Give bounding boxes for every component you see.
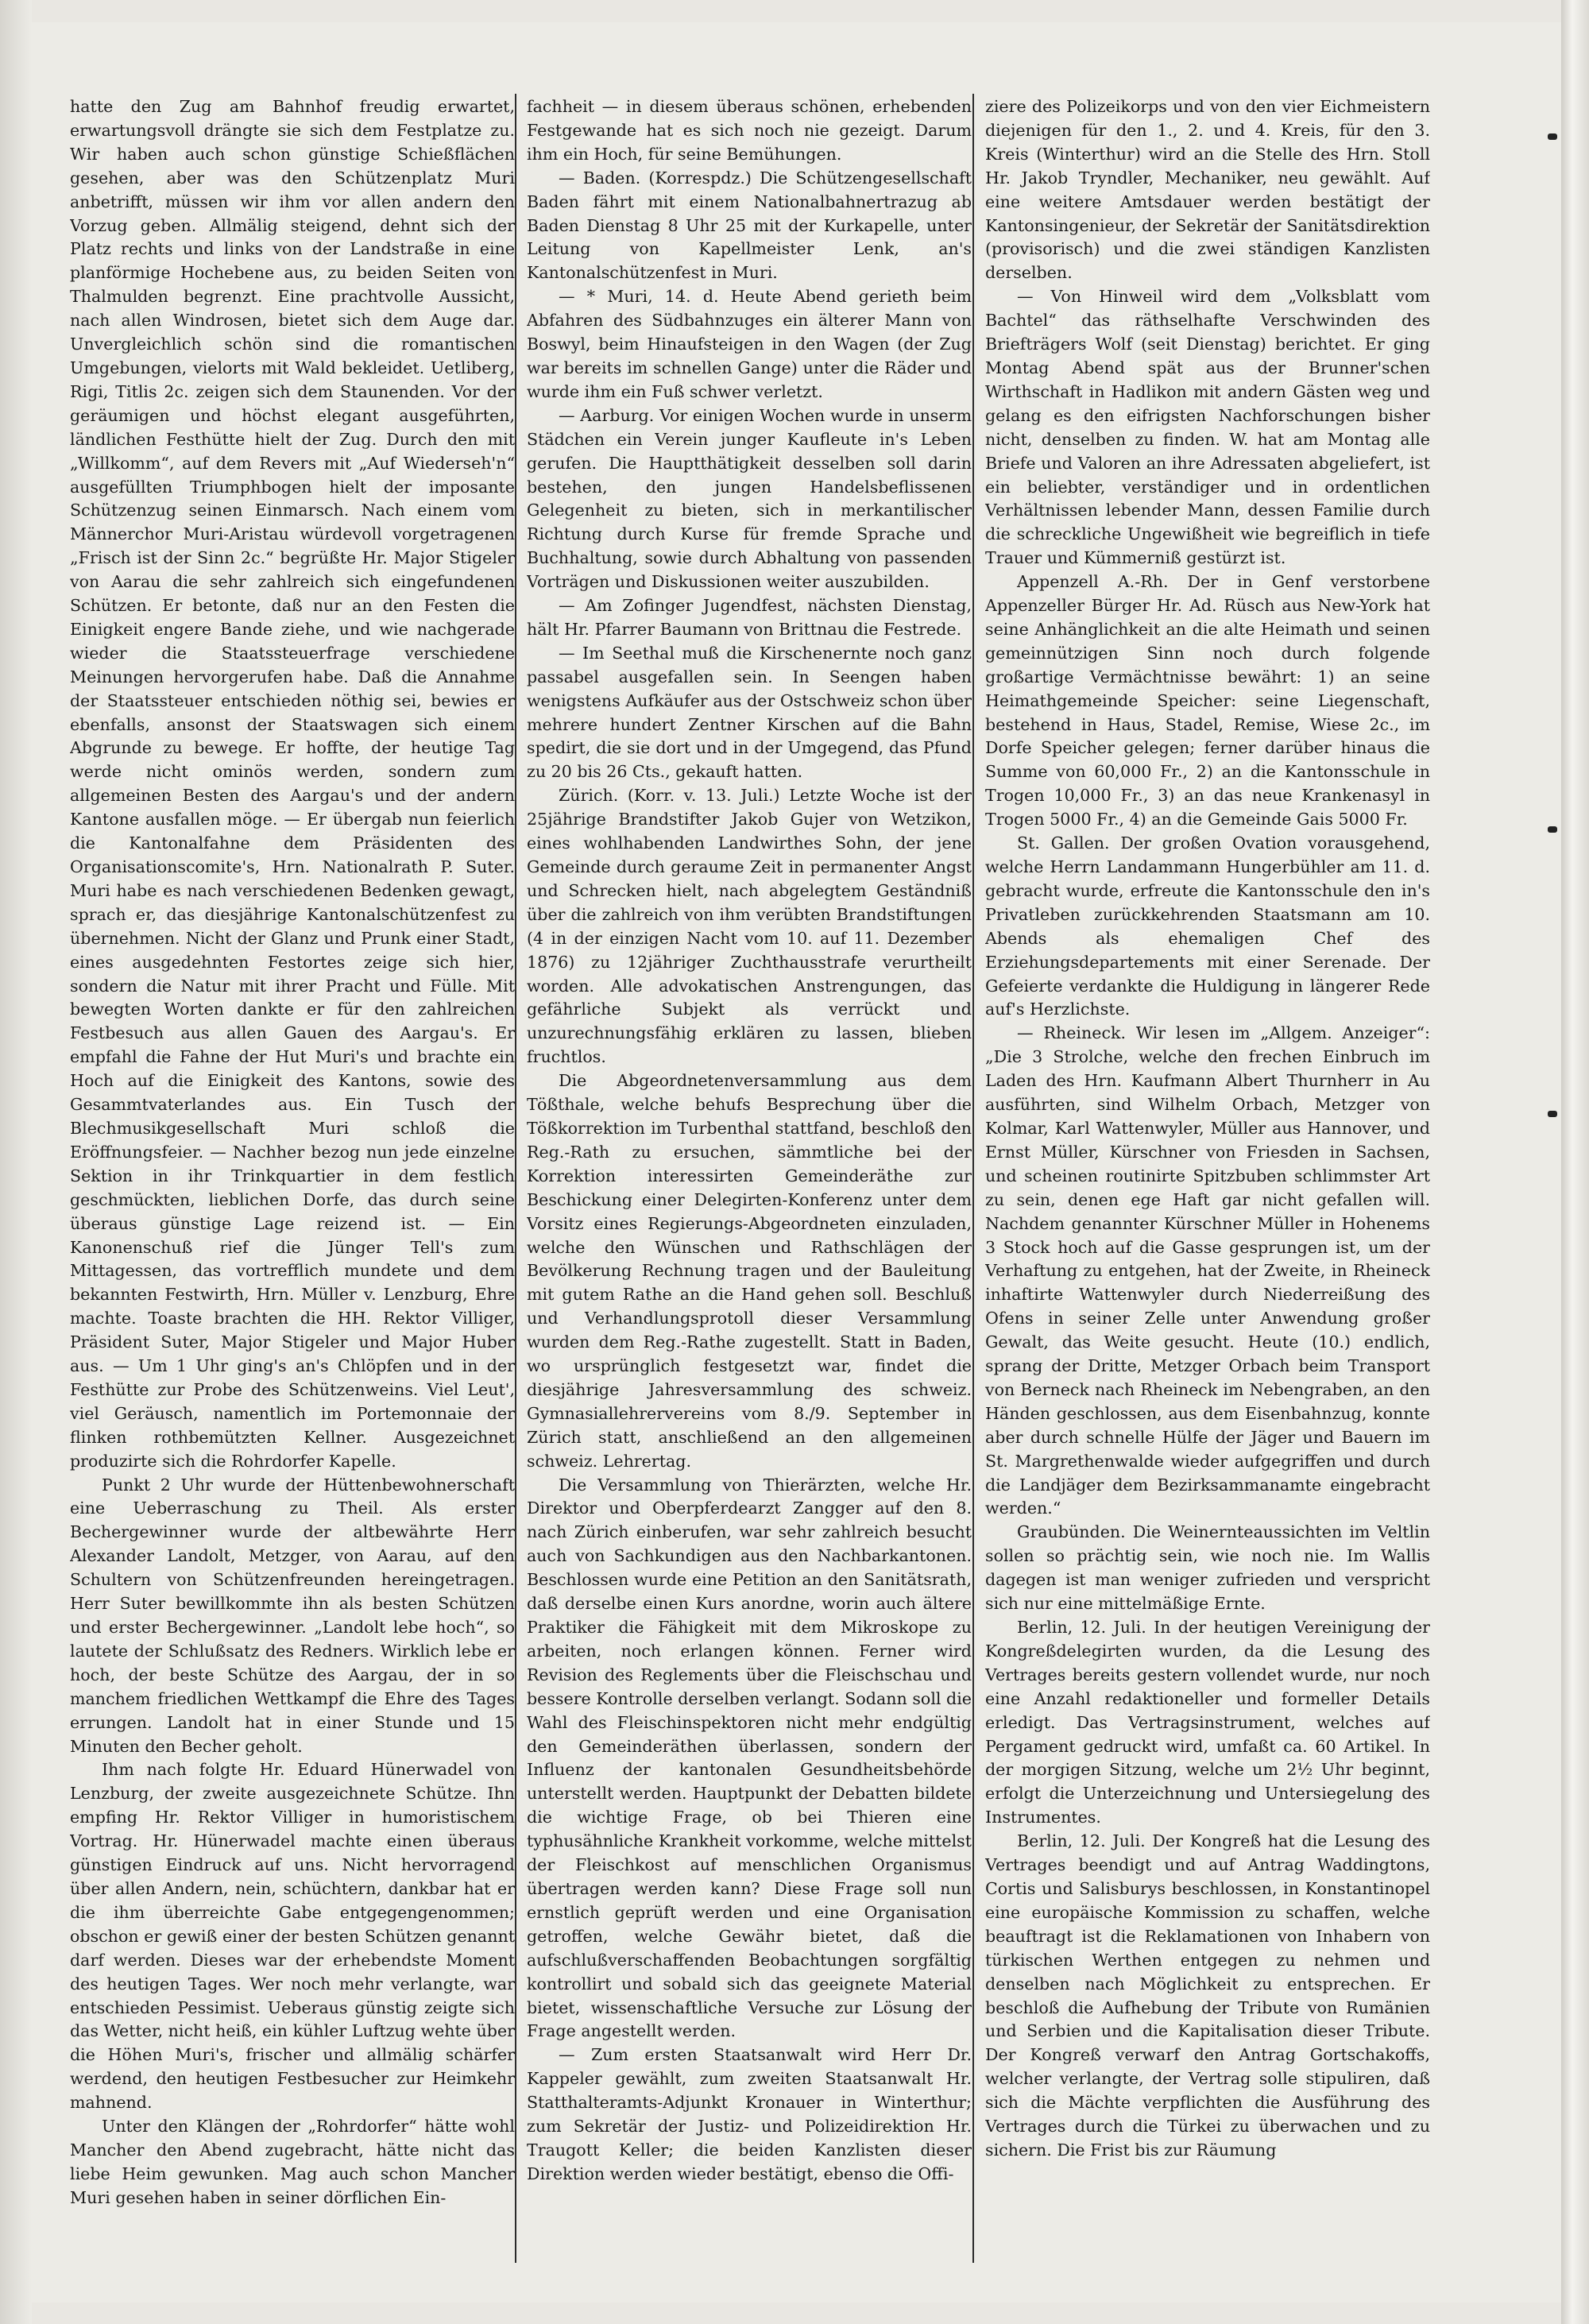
text-column-2 (527, 95, 972, 2260)
page-right-edge (1561, 0, 1589, 2324)
article-paragraph: Ihm nach folgte Hr. Eduard Hünerwadel von Lenzburg, der zweite ausgezeichnete Schütze. Ihn empfing Hr. Rektor Villiger in humoristischem Vortrag. Hr. Hünerwadel machte einen überaus günstigen Eindruck auf uns. Nicht hervorragend über allen Andern, nein, schüchtern, dankbar hat er die ihm überreichte Gabe entgegengenommen; obschon er gewiß einer der besten Schützen genannt darf werden. Dieses war der erhebendste Moment des heutigen Tages. Wer noch mehr verlangte, war entschieden Pessimist. Ueberaus günstig zeigte sich das Wetter, nicht heiß, ein kühler Luftzug wehte über die Höhen Muri's, frischer und allmälig schärfer werdend, den heutigen Festbesucher zur Heimkehr mahnend. (70, 1760, 515, 2113)
news-item-seethal: — Im Seethal muß die Kirschenernte noch ganz passabel ausgefallen sein. In Seengen haben wenigstens Aufkäufer aus der Ostschweiz schon über mehrere hundert Zentner Kirschen auf die Bahn spedirt, die sie dort und in der Umgegend, das Pfund zu 20 bis 26 Cts., gekauft hatten. (527, 643, 972, 782)
news-item-muri: — * Muri, 14. d. Heute Abend gerieth beim Abfahren des Südbahnzuges ein älterer Mann von Boswyl, beim Hinaufsteigen in den Wagen (der Zug war bereits im schnellen Gange) unter die Räder und wurde ihm ein Fuß schwer verletzt. (527, 287, 972, 401)
news-item-appenzell: Appenzell A.-Rh. Der in Genf verstorbene Appenzeller Bürger Hr. Ad. Rüsch aus New-York hat seine Anhänglichkeit an die alte Heimath und seinen gemeinnützigen Sinn noch durch folgende großartige Vermächtnisse bewährt: 1) an seine Heimathgemeinde Speicher: seine Liegenschaft, bestehend in Haus, Stadel, Remise, Wiese 2c., im Dorfe Speicher gelegen; ferner darüber hinaus die Summe von 60,000 Fr., 2) an die Kantonsschule in Trogen 10,000 Fr., 3) an das neue Krankenasyl in Trogen 5000 Fr., 4) an die Gemeinde Gais 5000 Fr. (985, 572, 1430, 829)
column-divider (515, 94, 516, 2263)
news-item-berlin: Berlin, 12. Juli. In der heutigen Vereinigung der Kongreßdelegirten wurden, da die Lesung des Vertrages bereits gestern vollendet wurde, nur noch eine Anzahl redaktioneller und formeller Details erledigt. Das Vertragsinstrument, welches auf Pergament gedruckt wird, umfaßt ca. 60 Artikel. In der morgigen Sitzung, welche um 2½ Uhr beginnt, erfolgt die Unterzeichnung und Untersiegelung des Instrumentes. (985, 1618, 1430, 1827)
article-paragraph: fachheit — in diesem überaus schönen, erhebenden Festgewande hat es sich noch nie gezeigt. Darum ihm ein Hoch, für seine Bemühungen. (527, 97, 972, 164)
news-item-st-gallen: St. Gallen. Der großen Ovation vorausgehend, welche Herrn Landammann Hungerbühler am 11. d. gebracht wurde, erfreute die Kantonsschule den in's Privatleben zurückkehrenden Staatsmann am 10. Abends als ehemaligen Chef des Erziehungsdepartements mit einer Serenade. Der Gefeierte verdankte die Huldigung in längerer Rede auf's Herzlichste. (985, 833, 1430, 1019)
news-item-hinweil: — Von Hinweil wird dem „Volksblatt vom Bachtel“ das räthselhafte Verschwinden des Briefträgers Wolf (seit Dienstag) berichtet. Er ging Montag Abend spät aus der Brunner'schen Wirthschaft in Hadlikon mit andern Gästen weg und gelang es den eifrigsten Nachforschungen bisher nicht, denselben zu finden. W. hat am Montag alle Briefe und Valoren an ihre Adressaten abgeliefert, ist ein beliebter, verständiger und in ordentlichen Verhältnissen lebender Mann, dessen Familie durch die schreckliche Ungewißheit wie begreiflich in tiefe Trauer und Kümmerniß gestürzt ist. (985, 287, 1430, 568)
margin-mark (1548, 826, 1557, 833)
page-left-margin (0, 0, 32, 2324)
article-paragraph: Die Abgeordnetenversammlung aus dem Tößthale, welche behufs Besprechung über die Tößkorrektion im Turbenthal stattfand, beschloß den Reg.-Rath zu ersuchen, sämmtliche bei der Korrektion interessirten Gemeinderäthe zur Beschickung einer Delegirten-Konferenz unter dem Vorsitz eines Regierungs-Abgeordneten einzuladen, welche den Wünschen und Rathschlägen der Bevölkerung Rechnung tragen und der Bauleitung mit gutem Rathe an die Hand gehen soll. Beschluß und Verhandlungsprotoll dieser Versammlung wurden dem Reg.-Rathe zugestellt. Statt in Baden, wo ursprünglich festgesetzt war, findet die diesjährige Jahresversammlung des schweiz. Gymnasiallehrervereins vom 8./9. September in Zürich statt, anschließend an den allgemeinen schweiz. Lehrertag. (527, 1071, 972, 1471)
margin-mark (1548, 133, 1557, 140)
text-column-3 (985, 95, 1430, 2260)
article-paragraph: ziere des Polizeikorps und von den vier Eichmeistern diejenigen für den 1., 2. und 4. Kreis, für den 3. Kreis (Winterthur) wird an die Stelle des Hrn. Stoll Hr. Jakob Tryndler, Mechaniker, neu gewählt. Auf eine weitere Amtsdauer werden bestätigt der Kantonsingenieur, der Sekretär der Sanitätsdirektion (provisorisch) und die zwei ständigen Kanzlisten derselben. (985, 97, 1430, 283)
margin-mark (1548, 1111, 1557, 1117)
news-item-graubuenden: Graubünden. Die Weinernteaussichten im Veltlin sollen so prächtig sein, wie noch nie. Im Wallis dagegen ist man weniger zufrieden und verspricht sich nur eine mittelmäßige Ernte. (985, 1522, 1430, 1614)
article-paragraph: Die Versammlung von Thierärzten, welche Hr. Direktor und Oberpferdearzt Zangger auf den 8. nach Zürich einberufen, war sehr zahlreich besucht auch von Sachkundigen aus den Nachbarkantonen. Beschlossen wurde eine Petition an den Sanitätsrath, daß derselbe einen Kurs anordne, worin auch ältere Praktiker die Fähigkeit mit dem Mikroskope zu arbeiten, noch erlangen können. Ferner wird Revision des Reglements über die Fleischschau und bessere Kontrolle derselben verlangt. Sodann soll die Wahl des Fleischinspektoren nicht mehr endgültig den Gemeinderäthen überlassen, sondern der Influenz der kantonalen Gesundheitsbehörde unterstellt werden. Hauptpunkt der Debatten bildete die wichtige Frage, ob bei Thieren eine typhusähnliche Krankheit vorkomme, welche mittelst der Fleischkost auf menschlichen Organismus übertragen werden kann? Diese Frage soll nun ernstlich geprüft werden und eine Organisation getroffen, welche Gewähr bietet, daß die aufschlußverschaffenden Beobachtungen sorgfältig kontrollirt und sobald sich das geeignete Material bietet, wissenschaftliche Versuche zur Lösung der Frage angestellt werden. (527, 1475, 972, 2041)
news-item-baden: — Baden. (Korrespdz.) Die Schützengesellschaft Baden fährt mit einem Nationalbahnertrazug ab Baden Dienstag 8 Uhr 25 mit der Kurkapelle, unter Leitung von Kapellmeister Lenk, an's Kantonalschützenfest in Muri. (527, 168, 972, 283)
news-item-rheineck: — Rheineck. Wir lesen im „Allgem. Anzeiger“: „Die 3 Strolche, welche den frechen Einbruch im Laden des Hrn. Kaufmann Albert Thurnherr in Au ausführten, sind Wilhelm Orbach, Metzger von Kolmar, Karl Wattenwyler, Müller aus Hannover, und Ernst Müller, Kürschner von Friesden in Sachsen, und scheinen routinirte Spitzbuben schlimmster Art zu sein, denen ege Haft gar nicht gefallen will. Nachdem genannter Kürschner Müller in Hohenems 3 Stock hoch auf die Gasse gesprungen ist, um der Verhaftung zu entgehen, hat der Zweite, in Rheineck inhaftirte Wattenwyler durch Niederreißung des Ofens in seiner Zelle unter Anwendung großer Gewalt, das Weite gesucht. Heute (10.) endlich, sprang der Dritte, Metzger Orbach beim Transport von Berneck nach Rheineck im Nebengraben, an den Händen geschlossen, aus dem Eisenbahnzug, konnte aber durch schnelle Hülfe der Jäger und Bauern im St. Margrethenwalde wieder aufgegriffen und durch die Landjäger dem Bezirksammanamte eingebracht werden.“ (985, 1023, 1430, 1518)
news-item-zofingen: — Am Zofinger Jugendfest, nächsten Dienstag, hält Hr. Pfarrer Baumann von Brittnau die Festrede. (527, 596, 972, 639)
article-paragraph: — Zum ersten Staatsanwalt wird Herr Dr. Kappeler gewählt, zum zweiten Staatsanwalt Hr. Statthalteramts-Adjunkt Kronauer in Winterthur; zum Sekretär der Justiz- und Polizeidirektion Hr. Traugott Keller; die beiden Kanzlisten dieser Direktion werden wieder bestätigt, ebenso die Offi- (527, 2045, 972, 2183)
news-item-berlin: Berlin, 12. Juli. Der Kongreß hat die Lesung des Vertrages beendigt und auf Antrag Waddingtons, Cortis und Salisburys beschlossen, in Konstantinopel eine europäische Kommission zu schaffen, welche beauftragt ist die Reklamationen von Inhabern von türkischen Werthen entgegen zu nehmen und denselben nach Möglichkeit zu entsprechen. Er beschloß die Aufhebung der Tribute von Rumänien und Serbien und die Kapitalisation dieser Tribute. Der Kongreß verwarf den Antrag Gortschakoffs, welcher verlangte, der Vertrag solle stipuliren, daß sich die Mächte verpflichten die Ausführung des Vertrages durch die Türkei zu überwachen und zu sichern. Die Frist bis zur Räumung (985, 1831, 1430, 2160)
article-paragraph: hatte den Zug am Bahnhof freudig erwartet, erwartungsvoll drängte sie sich dem Festplatze zu. Wir haben auch schon günstige Schießflächen gesehen, aber was den Schützenplatz Muri anbetrifft, müssen wir ihm vor allen andern den Vorzug geben. Allmälig steigend, dehnt sich der Platz rechts und links von der Landstraße in eine planförmige Hochebene aus, zu beiden Seiten von Thalmulden begrenzt. Eine prachtvolle Aussicht, nach allen Windrosen, bietet sich dem Auge dar. Unvergleichlich schön sind die romantischen Umgebungen, vielorts mit Wald bekleidet. Uetliberg, Rigi, Titlis 2c. zeigen sich dem Staunenden. Vor der geräumigen und höchst elegant ausgeführten, ländlichen Festhütte hielt der Zug. Durch den mit „Willkomm“, auf dem Revers mit „Auf Wiederseh'n“ ausgefüllten Triumphbogen hielt der imposante Schützenzug seinen Einmarsch. Nach einem vom Männerchor Muri-Aristau würdevoll vorgetragenen „Frisch ist der Sinn 2c.“ begrüßte Hr. Major Stigeler von Aarau die sehr zahlreich sich eingefundenen Schützen. Er betonte, daß nur an den Festen die Einigkeit engere Bande ziehe, und wie nachgerade wieder die Staatssteuerfrage verschiedene Meinungen hervorgerufen habe. Daß die Annahme der Staatssteuer entschieden nöthig sei, bewies er ebenfalls, ansonst der Staatswagen sich einem Abgrunde zu bewege. Er hoffte, der heutige Tag werde nicht ominös werden, sondern zum allgemeinen Besten des Aargau's und der andern Kantone ausfallen möge. — Er übergab nun feierlich die Kantonalfahne dem Präsidenten des Organisationscomite's, Hrn. Nationalrath P. Suter. Muri habe es nach verschiedenen Bedenken gewagt, sprach er, das diesjährige Kantonalschützenfest zu übernehmen. Nicht der Glanz und Prunk einer Stadt, eines ausgedehnten Festortes zeige sich hier, sondern die Natur mit ihrer Pracht und Fülle. Mit bewegten Worten dankte er für den zahlreichen Festbesuch aus allen Gauen des Aargau's. Er empfahl die Fahne der Hut Muri's und brachte ein Hoch auf die Einigkeit des Kantons, sowie des Gesammtvaterlandes aus. Ein Tusch der Blechmusikgesellschaft Muri schloß die Eröffnungsfeier. — Nachher bezog nun jede einzelne Sektion in ihr Trinkquartier in dem festlich geschmückten, lieblichen Dorfe, das durch seine überaus günstige Lage reizend ist. — Ein Kanonenschuß rief die Jünger Tell's zum Mittagessen, das vortrefflich mundete und dem bekannten Festwirth, Hrn. Müller v. Lenzburg, Ehre machte. Toaste brachten die HH. Rektor Villiger, Präsident Suter, Major Stigeler und Major Huber aus. — Um 1 Uhr ging's an's Chlöpfen und in der Festhütte zur Probe des Schützenweins. Viel Leut', viel Geräusch, namentlich im Portemonnaie der flinken rothbemützten Kellner. Ausgezeichnet produzirte sich die Rohrdorfer Kapelle. (70, 97, 515, 1471)
article-paragraph: Unter den Klängen der „Rohrdorfer“ hätte wohl Mancher den Abend zugebracht, hätte nicht das liebe Heim gewunken. Mag auch schon Mancher Muri gesehen haben in seiner dörflichen Ein- (70, 2117, 515, 2207)
article-paragraph: Punkt 2 Uhr wurde der Hüttenbewohnerschaft eine Ueberraschung zu Theil. Als erster Bechergewinner wurde der altbewährte Herr Alexander Landolt, Metzger, von Aarau, auf den Schultern von Schützenfreunden hereingetragen. Herr Suter bewillkommte ihn als besten Schützen und erster Bechergewinner. „Landolt lebe hoch“, so lautete der Schlußsatz des Redners. Wirklich lebe er hoch, der beste Schütze des Aargau, der in so manchem friedlichen Wettkampf die Ehre des Tages errungen. Landolt hat in einer Stunde und 15 Minuten den Becher geholt. (70, 1475, 515, 1756)
text-column-1 (70, 95, 515, 2260)
column-divider (972, 94, 974, 2263)
news-item-zuerich: Zürich. (Korr. v. 13. Juli.) Letzte Woche ist der 25jährige Brandstifter Jakob Gujer von Wetzikon, eines wohlhabenden Landwirthes Sohn, der jene Gemeinde durch geraume Zeit in permanenter Angst und Schrecken hielt, nach abgelegtem Geständniß über die zahlreich von ihm verübten Brandstiftungen (4 in der einzigen Nacht vom 10. auf 11. Dezember 1876) zu 12jähriger Zuchthausstrafe verurtheilt worden. Alle advokatischen Anstrengungen, das gefährliche Subjekt als verrückt und unzurechnungsfähig erklären zu lassen, blieben fruchtlos. (527, 786, 972, 1067)
news-item-aarburg: — Aarburg. Vor einigen Wochen wurde in unserm Städchen ein Verein junger Kaufleute in's Leben gerufen. Die Hauptthätigkeit desselben soll darin bestehen, den jungen Handelsbeflissenen Gelegenheit zu bieten, sich in merkantilischer Richtung durch Kurse für fremde Sprache und Buchhaltung, sowie durch Abhaltung von passenden Vorträgen und Diskussionen weiter auszubilden. (527, 405, 972, 592)
